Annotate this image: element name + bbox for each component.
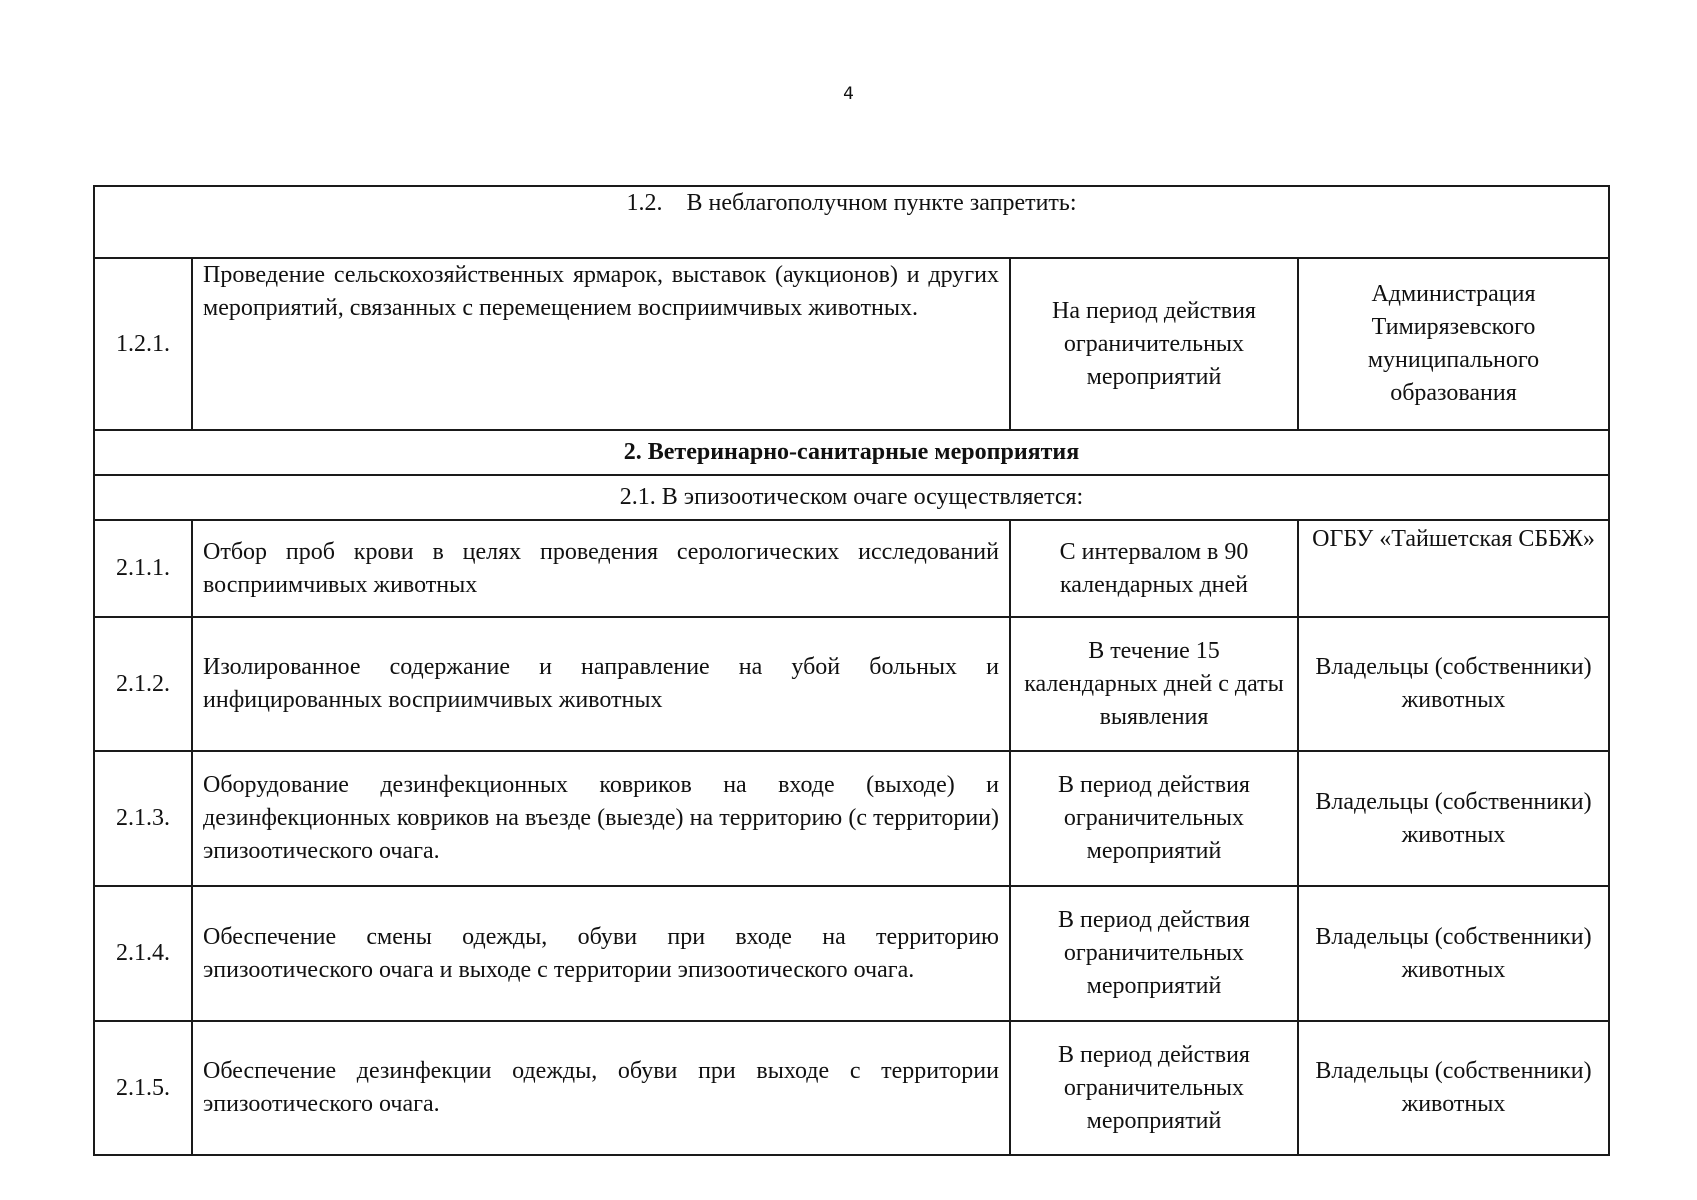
row-description: Отбор проб крови в целях проведения серологических исследований восприимчивых животных bbox=[192, 520, 1010, 617]
row-number: 2.1.3. bbox=[94, 751, 192, 886]
row-term: С интервалом в 90 календарных дней bbox=[1010, 520, 1298, 617]
page-number: 4 bbox=[843, 84, 854, 104]
section-2-row bbox=[94, 430, 1609, 475]
row-responsible: Владельцы (собственники) животных bbox=[1298, 617, 1609, 751]
table-row bbox=[94, 751, 1609, 886]
section-2-title: 2. Ветеринарно-санитарные мероприятия bbox=[94, 430, 1609, 475]
row-term: На период действия ограничительных мероприятий bbox=[1010, 258, 1298, 430]
row-term: В период действия ограничительных мероприятий bbox=[1010, 1021, 1298, 1155]
row-number: 2.1.2. bbox=[94, 617, 192, 751]
row-term: В течение 15 календарных дней с даты выявления bbox=[1010, 617, 1298, 751]
section-1-2-heading bbox=[94, 186, 1609, 258]
table-row bbox=[94, 1021, 1609, 1155]
row-responsible: ОГБУ «Тайшетская СББЖ» bbox=[1298, 520, 1609, 617]
row-number: 1.2.1. bbox=[94, 258, 192, 430]
row-term: В период действия ограничительных мероприятий bbox=[1010, 751, 1298, 886]
section-2-1-row bbox=[94, 475, 1609, 520]
row-description: Проведение сельскохозяйственных ярмарок, выставок (аукционов) и других мероприятий, связанных с перемещением восприимчивых животных. bbox=[192, 258, 1010, 430]
row-responsible: Владельцы (собственники) животных bbox=[1298, 886, 1609, 1021]
measures-table bbox=[93, 185, 1610, 1156]
row-description: Обеспечение смены одежды, обуви при входе на территорию эпизоотического очага и выходе с территории эпизоотического очага. bbox=[192, 886, 1010, 1021]
row-responsible: Владельцы (собственники) животных bbox=[1298, 1021, 1609, 1155]
table-row bbox=[94, 258, 1609, 430]
row-description: Обеспечение дезинфекции одежды, обуви при выходе с территории эпизоотического очага. bbox=[192, 1021, 1010, 1155]
row-description: Изолированное содержание и направление на убой больных и инфицированных восприимчивых животных bbox=[192, 617, 1010, 751]
row-number: 2.1.4. bbox=[94, 886, 192, 1021]
section-2-1-title: 2.1. В эпизоотическом очаге осуществляется: bbox=[94, 475, 1609, 520]
table-row bbox=[94, 520, 1609, 617]
section-1-2-row bbox=[94, 186, 1609, 258]
section-1-2-number: 1.2. bbox=[626, 190, 663, 216]
row-number: 2.1.1. bbox=[94, 520, 192, 617]
row-responsible: Администрация Тимирязевского муниципального образования bbox=[1298, 258, 1609, 430]
row-responsible: Владельцы (собственники) животных bbox=[1298, 751, 1609, 886]
section-1-2-title: В неблагополучном пункте запретить: bbox=[686, 190, 1077, 216]
row-description: Оборудование дезинфекционных ковриков на входе (выходе) и дезинфекционных ковриков на въезде (выезде) на территорию (с территории) эпизоотического очага. bbox=[192, 751, 1010, 886]
table-row bbox=[94, 886, 1609, 1021]
row-term: В период действия ограничительных мероприятий bbox=[1010, 886, 1298, 1021]
row-number: 2.1.5. bbox=[94, 1021, 192, 1155]
table-row bbox=[94, 617, 1609, 751]
